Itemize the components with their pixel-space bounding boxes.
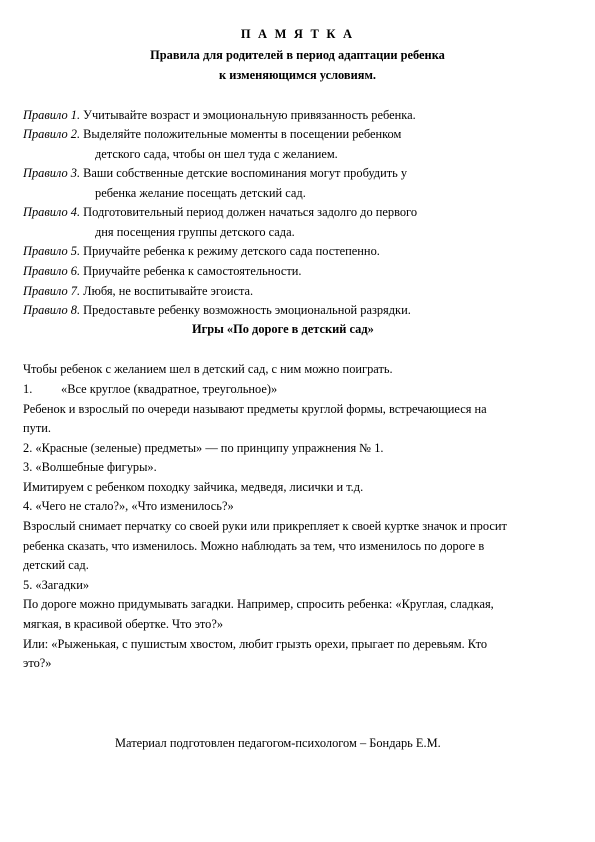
rule-text: Ваши собственные детские воспоминания могут пробудить у <box>83 166 408 180</box>
games-intro: Чтобы ребенок с желанием шел в детский сад, с ним можно поиграть. <box>23 362 393 376</box>
rule-text: Выделяйте положительные моменты в посещении ребенком <box>83 127 402 141</box>
rule-7 <box>23 284 253 299</box>
rule-2 <box>23 127 401 142</box>
game-5-text: По дороге можно придумывать загадки. Например, спросить ребенка: «Круглая, сладкая, <box>23 597 494 611</box>
game-5-text: мягкая, в красивой обертке. Что это?» <box>23 617 224 631</box>
game-3-text: Имитируем с ребенком походку зайчика, медведя, лисички и т.д. <box>23 480 364 494</box>
game-4-text: детский сад. <box>23 558 89 572</box>
game-5-title: 5. «Загадки» <box>23 578 90 592</box>
page-subtitle-line-2: к изменяющимся условиям. <box>219 68 376 82</box>
page-subtitle-line-1: Правила для родителей в период адаптации ребенка <box>150 48 445 62</box>
rule-label: Правило 7. <box>23 284 81 298</box>
game-4-title: 4. «Чего не стало?», «Что изменилось?» <box>23 499 234 513</box>
game-2-title: 2. «Красные (зеленые) предметы» — по принципу упражнения № 1. <box>23 441 384 455</box>
rule-text: Учитывайте возраст и эмоциональную привязанность ребенка. <box>83 108 416 122</box>
rule-text: Любя, не воспитывайте эгоиста. <box>83 284 254 298</box>
rule-text: Предоставьте ребенку возможность эмоциональной разрядки. <box>83 303 411 317</box>
rule-text: Приучайте ребенка к самостоятельности. <box>83 264 302 278</box>
rule-3 <box>23 166 407 181</box>
game-1-text: пути. <box>23 421 51 435</box>
rule-label: Правило 6. <box>23 264 81 278</box>
rule-text: Подготовительный период должен начаться задолго до первого <box>83 205 418 219</box>
rule-label: Правило 2. <box>23 127 81 141</box>
rule-5 <box>23 244 380 259</box>
rule-text-continuation: детского сада, чтобы он шел туда с желанием. <box>95 147 338 161</box>
rule-text-continuation: дня посещения группы детского сада. <box>95 225 295 239</box>
games-heading: Игры «По дороге в детский сад» <box>192 322 374 336</box>
rule-1 <box>23 108 416 123</box>
rule-label: Правило 4. <box>23 205 81 219</box>
rule-label: Правило 3. <box>23 166 81 180</box>
rule-label: Правило 8. <box>23 303 81 317</box>
footer-author-note: Материал подготовлен педагогом-психологом – Бондарь Е.М. <box>115 736 441 750</box>
rule-6 <box>23 264 301 279</box>
game-number: 1. <box>23 382 33 396</box>
page-title: П А М Я Т К А <box>240 27 355 41</box>
rule-label: Правило 5. <box>23 244 81 258</box>
rule-label: Правило 1. <box>23 108 81 122</box>
game-title: «Все круглое (квадратное, треугольное)» <box>61 382 278 396</box>
rule-8 <box>23 303 411 318</box>
rule-text-continuation: ребенка желание посещать детский сад. <box>95 186 306 200</box>
game-1-title <box>23 382 277 397</box>
rule-text: Приучайте ребенка к режиму детского сада постепенно. <box>83 244 380 258</box>
game-5-text: Или: «Рыженькая, с пушистым хвостом, любит грызть орехи, прыгает по деревьям. Кто <box>23 637 488 651</box>
game-3-title: 3. «Волшебные фигуры». <box>23 460 157 474</box>
game-1-text: Ребенок и взрослый по очереди называют предметы круглой формы, встречающиеся на <box>23 402 487 416</box>
rule-4 <box>23 205 417 220</box>
game-4-text: Взрослый снимает перчатку со своей руки или прикрепляет к своей куртке значок и просит <box>23 519 507 533</box>
game-4-text: ребенка сказать, что изменилось. Можно наблюдать за тем, что изменилось по дороге в <box>23 539 485 553</box>
game-5-text: это?» <box>23 656 52 670</box>
